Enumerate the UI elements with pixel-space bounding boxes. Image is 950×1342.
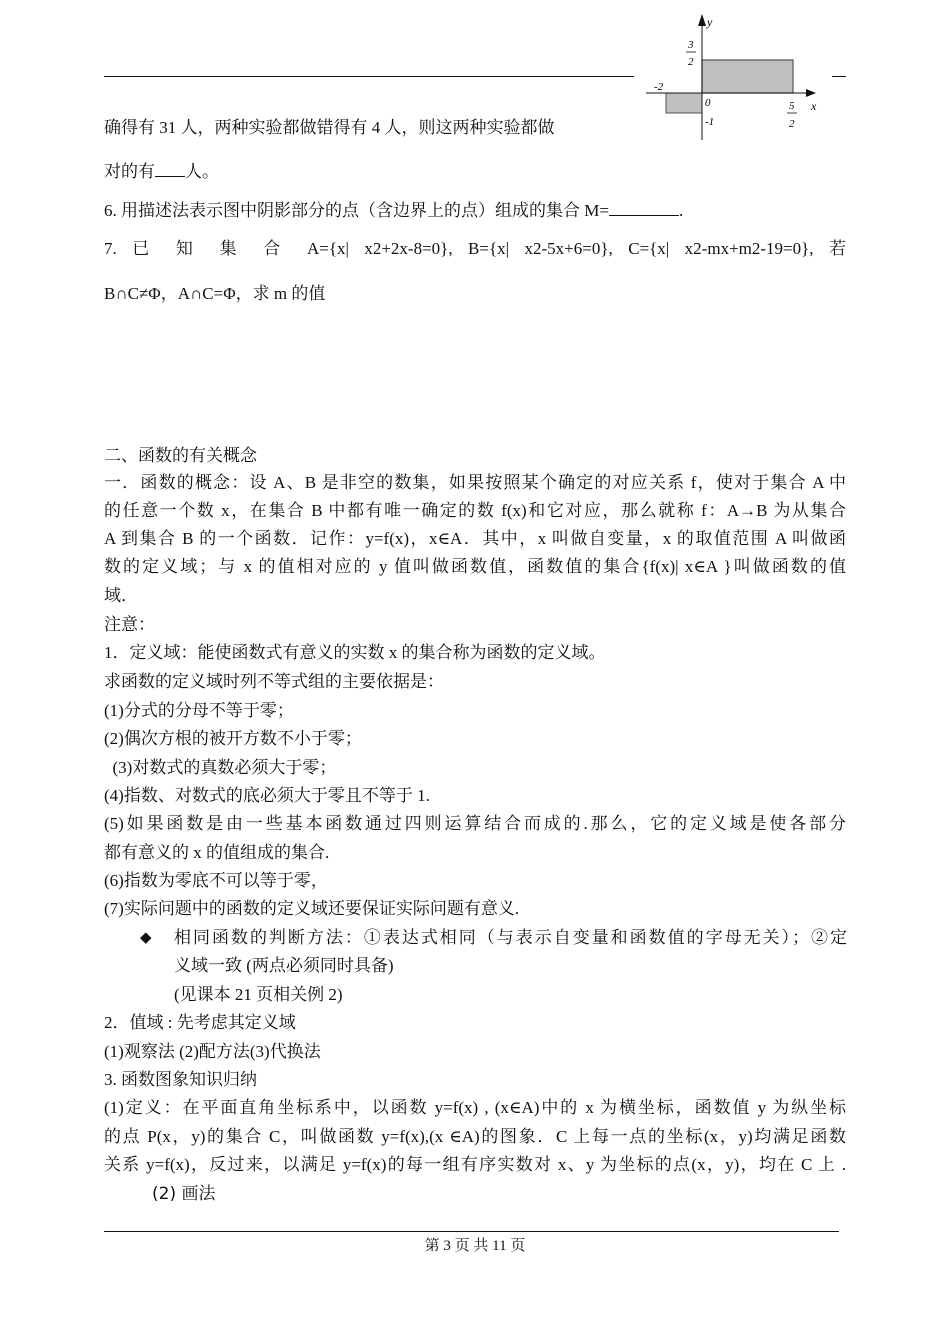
range-title: 2．值域 : 先考虑其定义域 (104, 1013, 296, 1032)
page-number: 第 3 页 共 11 页 (424, 1238, 526, 1254)
problem7-line1: 7. 已 知 集 合 A={x| x2+2x-8=0}, B={x| x2-5x+6=0}, C={x| x2-mx+m2-19=0}, 若 (104, 239, 846, 258)
note-label: 注意： (104, 615, 155, 634)
concept-line-3: A 到集合 B 的一个函数．记作：y=f(x)，x∈A．其中，x 叫做自变量，x 的取值范围 A 叫做函 (104, 529, 846, 548)
graph-title: 3. 函数图象知识归纳 (104, 1070, 257, 1089)
problem5-suffix: 人。 (185, 162, 219, 181)
rule-1: (1)分式的分母不等于零； (104, 701, 294, 720)
rule-2: (2)偶次方根的被开方数不小于零； (104, 729, 362, 748)
rule-3: (3)对数式的真数必须大于零； (104, 758, 337, 777)
bullet-line-2: 义域一致 (两点必须同时具备) (174, 956, 394, 975)
rule-5: (5)如果函数是由一些基本函数通过四则运算结合而成的.那么，它的定义域是使各部分 (104, 814, 846, 833)
shaded-region-figure (646, 8, 836, 148)
tick-y-top-denominator: 2 (688, 56, 694, 68)
x-axis-label: x (811, 99, 817, 113)
concept-line-5: 域． (104, 586, 138, 605)
y-axis-label: y (707, 15, 713, 29)
answer-blank[interactable] (155, 160, 185, 177)
header-rule (104, 76, 634, 77)
tick-x-left: -2 (654, 81, 664, 93)
concept-line-1: 一．函数的概念：设 A、B 是非空的数集，如果按照某个确定的对应关系 f，使对于集合 A 中 (104, 473, 846, 492)
answer-blank-m[interactable] (609, 199, 679, 216)
section-heading: 二、函数的有关概念 (104, 446, 257, 465)
bullet-line-3: (见课本 21 页相关例 2) (174, 985, 343, 1004)
problem6-text: 6. 用描述法表示图中阴影部分的点（含边界上的点）组成的集合 M= (104, 201, 609, 220)
drawing-method: (2) 画法 (152, 1184, 216, 1204)
rule-5-cont: 都有意义的 x 的值组成的集合. (104, 843, 330, 862)
graph-def-line-2: 的点 P(x，y)的集合 C，叫做函数 y=f(x),(x ∈A)的图象．C 上每一点的坐标(x，y)均满足函数 (104, 1127, 846, 1146)
rule-6: (6)指数为零底不可以等于零， (104, 871, 328, 890)
graph-def-line-1: (1)定义：在平面直角坐标系中，以函数 y=f(x) , (x∈A)中的 x 为横坐标，函数值 y 为纵坐标 (104, 1098, 846, 1117)
coordinate-plane-icon (646, 8, 836, 148)
rule-7: (7)实际问题中的函数的定义域还要保证实际问题有意义. (104, 899, 520, 918)
concept-line-2: 的任意一个数 x，在集合 B 中都有唯一确定的数 f(x)和它对应，那么就称 f：A→B 为从集合 (104, 501, 846, 520)
tick-x-right-denominator: 2 (789, 118, 795, 130)
tick-x-right-numerator: 5 (789, 100, 795, 112)
bullet-line-1: 相同函数的判断方法：①表达式相同（与表示自变量和函数值的字母无关）；②定 (174, 928, 847, 947)
rule-4: (4)指数、对数式的底必须大于零且不等于 1. (104, 786, 430, 805)
problem7-line2: B∩C≠Φ，A∩C=Φ，求 m 的值 (104, 284, 326, 303)
tick-y-top-numerator: 3 (688, 39, 694, 51)
problem6-end: . (678, 201, 684, 220)
origin-label: 0 (705, 97, 711, 109)
domain-title: 1．定义域：能使函数式有意义的实数 x 的集合称为函数的定义域。 (104, 643, 606, 662)
tick-y-bottom: -1 (705, 116, 715, 128)
problem6 (104, 199, 683, 222)
problem5-line1: 确得有 31 人，两种实验都做错得有 4 人，则这两种实验都做 (104, 118, 555, 137)
range-methods: (1)观察法 (2)配方法(3)代换法 (104, 1042, 321, 1061)
problem5-prefix: 对的有 (104, 162, 155, 181)
footer-rule (104, 1231, 839, 1232)
domain-basis: 求函数的定义域时列不等式组的主要依据是： (104, 672, 444, 691)
problem5-line2 (104, 160, 219, 183)
graph-def-line-3: 关系 y=f(x)，反过来，以满足 y=f(x)的每一组有序实数对 x、y 为坐标的点(x，y)，均在 C 上 . (104, 1155, 846, 1174)
concept-line-4: 数的定义域；与 x 的值相对应的 y 值叫做函数值，函数值的集合{f(x)| x∈A }叫做函数的值 (104, 557, 846, 576)
diamond-bullet-icon: ◆ (140, 930, 152, 946)
